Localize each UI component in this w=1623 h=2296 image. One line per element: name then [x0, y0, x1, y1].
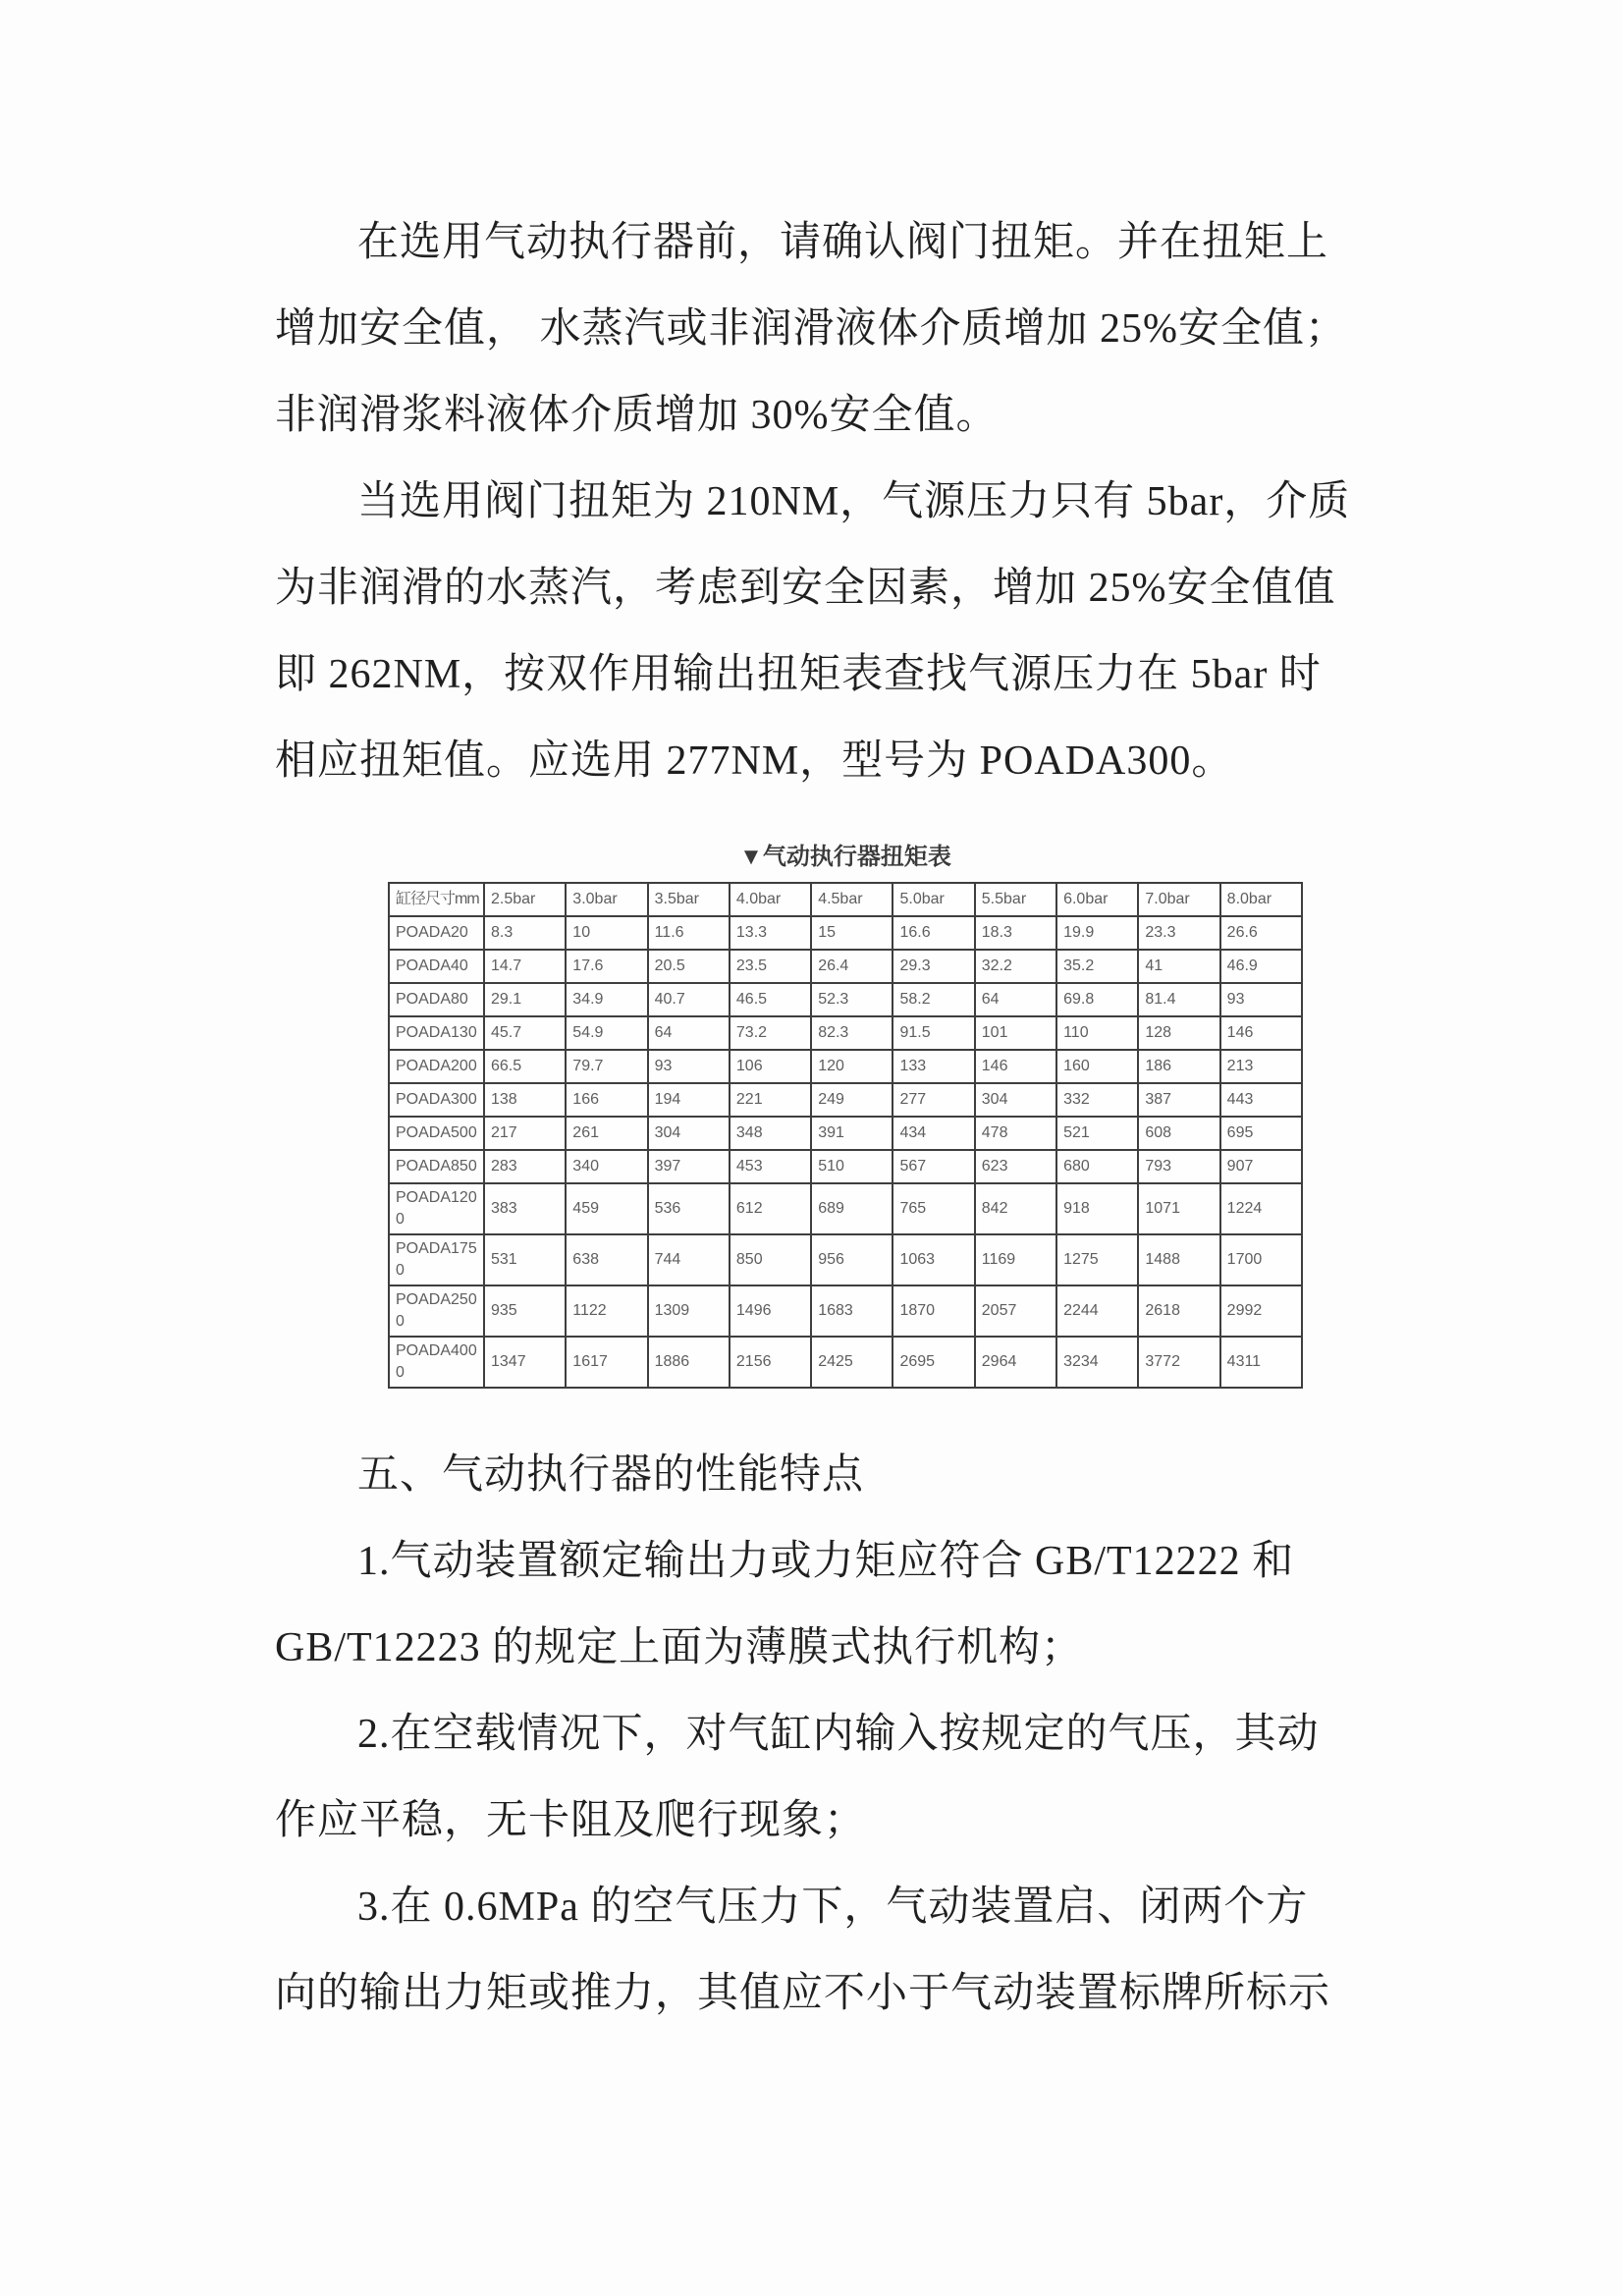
table-cell: 91.5 — [893, 1016, 974, 1050]
table-row — [389, 1150, 1302, 1183]
table-cell: 64 — [648, 1016, 730, 1050]
table-cell: 918 — [1056, 1183, 1138, 1234]
table-cell: 64 — [975, 983, 1056, 1016]
table-cell: 26.4 — [811, 950, 893, 983]
table-cell: 32.2 — [975, 950, 1056, 983]
table-cell: 1169 — [975, 1234, 1056, 1285]
table-cell: 1700 — [1220, 1234, 1302, 1285]
table-cell: 13.3 — [730, 916, 811, 950]
table-cell: 348 — [730, 1117, 811, 1150]
torque-table-body — [389, 916, 1302, 1388]
table-row — [389, 1183, 1302, 1234]
table-cell: 19.9 — [1056, 916, 1138, 950]
table-cell: 608 — [1138, 1117, 1219, 1150]
table-cell: 18.3 — [975, 916, 1056, 950]
text-line: GB/T12223 的规定上面为薄膜式执行机构； — [275, 1625, 1084, 1670]
table-cell: 304 — [975, 1083, 1056, 1117]
table-cell: 213 — [1220, 1050, 1302, 1083]
table-cell: 29.1 — [484, 983, 566, 1016]
table-cell: 14.7 — [484, 950, 566, 983]
table-cell: 45.7 — [484, 1016, 566, 1050]
text-line: 向的输出力矩或推力，其值应不小于气动装置标牌所标示 — [275, 1971, 1331, 2016]
table-cell: 907 — [1220, 1150, 1302, 1183]
table-cell: 26.6 — [1220, 916, 1302, 950]
table-cell: 10 — [566, 916, 647, 950]
row-label-cell: POADA1200 — [389, 1183, 484, 1234]
table-cell: 956 — [811, 1234, 893, 1285]
table-cell: 20.5 — [648, 950, 730, 983]
torque-table-head — [389, 883, 1302, 916]
table-cell: 29.3 — [893, 950, 974, 983]
table-cell: 2057 — [975, 1285, 1056, 1337]
table-cell: 765 — [893, 1183, 974, 1234]
column-header: 6.0bar — [1056, 883, 1138, 916]
table-cell: 249 — [811, 1083, 893, 1117]
table-cell: 2695 — [893, 1337, 974, 1388]
table-cell: 304 — [648, 1117, 730, 1150]
table-cell: 397 — [648, 1150, 730, 1183]
table-cell: 35.2 — [1056, 950, 1138, 983]
table-cell: 40.7 — [648, 983, 730, 1016]
table-cell: 1224 — [1220, 1183, 1302, 1234]
table-cell: 842 — [975, 1183, 1056, 1234]
text-line: 1.气动装置额定输出力或力矩应符合 GB/T12222 和 — [357, 1539, 1295, 1584]
table-cell: 1347 — [484, 1337, 566, 1388]
table-cell: 81.4 — [1138, 983, 1219, 1016]
table-cell: 138 — [484, 1083, 566, 1117]
table-cell: 110 — [1056, 1016, 1138, 1050]
table-cell: 680 — [1056, 1150, 1138, 1183]
table-cell: 2156 — [730, 1337, 811, 1388]
table-cell: 79.7 — [566, 1050, 647, 1083]
table-cell: 166 — [566, 1083, 647, 1117]
table-cell: 935 — [484, 1285, 566, 1337]
table-cell: 194 — [648, 1083, 730, 1117]
column-header: 3.0bar — [566, 883, 647, 916]
table-row — [389, 950, 1302, 983]
table-cell: 101 — [975, 1016, 1056, 1050]
text-line: 五、气动执行器的性能特点 — [357, 1452, 865, 1498]
table-cell: 453 — [730, 1150, 811, 1183]
table-cell: 58.2 — [893, 983, 974, 1016]
row-label-cell: POADA40 — [389, 950, 484, 983]
table-cell: 340 — [566, 1150, 647, 1183]
row-label-cell: POADA4000 — [389, 1337, 484, 1388]
table-cell: 46.9 — [1220, 950, 1302, 983]
column-header: 7.0bar — [1138, 883, 1219, 916]
text-line: 2.在空载情况下，对气缸内输入按规定的气压，其动 — [357, 1712, 1320, 1757]
torque-table — [388, 882, 1303, 1389]
text-line: 当选用阀门扭矩为 210NM，气源压力只有 5bar，介质 — [357, 479, 1351, 524]
table-cell: 52.3 — [811, 983, 893, 1016]
table-cell: 54.9 — [566, 1016, 647, 1050]
table-cell: 120 — [811, 1050, 893, 1083]
table-cell: 387 — [1138, 1083, 1219, 1117]
table-row — [389, 1234, 1302, 1285]
table-cell: 689 — [811, 1183, 893, 1234]
table-cell: 93 — [1220, 983, 1302, 1016]
table-cell: 4311 — [1220, 1337, 1302, 1388]
table-header-row — [389, 883, 1302, 916]
table-cell: 638 — [566, 1234, 647, 1285]
table-cell: 2244 — [1056, 1285, 1138, 1337]
table-row — [389, 1016, 1302, 1050]
table-cell: 459 — [566, 1183, 647, 1234]
table-cell: 16.6 — [893, 916, 974, 950]
table-cell: 536 — [648, 1183, 730, 1234]
row-label-cell: POADA200 — [389, 1050, 484, 1083]
table-cell: 2618 — [1138, 1285, 1219, 1337]
text-line: 在选用气动执行器前，请确认阀门扭矩。并在扭矩上 — [357, 220, 1329, 265]
column-header: 8.0bar — [1220, 883, 1302, 916]
table-row — [389, 1337, 1302, 1388]
column-header: 5.0bar — [893, 883, 974, 916]
text-line: 作应平稳，无卡阻及爬行现象； — [275, 1798, 867, 1843]
table-cell: 93 — [648, 1050, 730, 1083]
text-line: 3.在 0.6MPa 的空气压力下，气动装置启、闭两个方 — [357, 1885, 1309, 1930]
table-row — [389, 1285, 1302, 1337]
table-cell: 8.3 — [484, 916, 566, 950]
table-cell: 73.2 — [730, 1016, 811, 1050]
table-cell: 221 — [730, 1083, 811, 1117]
table-cell: 1870 — [893, 1285, 974, 1337]
table-row — [389, 983, 1302, 1016]
table-cell: 695 — [1220, 1117, 1302, 1150]
table-cell: 434 — [893, 1117, 974, 1150]
table-cell: 160 — [1056, 1050, 1138, 1083]
table-cell: 332 — [1056, 1083, 1138, 1117]
text-line: 即 262NM，按双作用输出扭矩表查找气源压力在 5bar 时 — [275, 652, 1322, 697]
table-cell: 1063 — [893, 1234, 974, 1285]
table-cell: 82.3 — [811, 1016, 893, 1050]
table-cell: 1617 — [566, 1337, 647, 1388]
table-cell: 623 — [975, 1150, 1056, 1183]
table-cell: 521 — [1056, 1117, 1138, 1150]
table-cell: 567 — [893, 1150, 974, 1183]
table-cell: 133 — [893, 1050, 974, 1083]
table-cell: 744 — [648, 1234, 730, 1285]
column-header: 4.5bar — [811, 883, 893, 916]
text-line: 相应扭矩值。应选用 277NM，型号为 POADA300。 — [275, 738, 1234, 784]
table-cell: 217 — [484, 1117, 566, 1150]
row-label-cell: POADA80 — [389, 983, 484, 1016]
table-cell: 106 — [730, 1050, 811, 1083]
table-row — [389, 916, 1302, 950]
table-cell: 850 — [730, 1234, 811, 1285]
table-cell: 146 — [975, 1050, 1056, 1083]
row-label-cell: POADA20 — [389, 916, 484, 950]
table-cell: 1071 — [1138, 1183, 1219, 1234]
table-cell: 793 — [1138, 1150, 1219, 1183]
torque-table-title: ▼气动执行器扭矩表 — [739, 844, 951, 870]
table-cell: 186 — [1138, 1050, 1219, 1083]
table-cell: 383 — [484, 1183, 566, 1234]
section-paragraphs — [275, 1432, 1365, 2037]
row-label-cell: POADA500 — [389, 1117, 484, 1150]
table-cell: 1275 — [1056, 1234, 1138, 1285]
table-cell: 283 — [484, 1150, 566, 1183]
table-cell: 23.3 — [1138, 916, 1219, 950]
table-cell: 11.6 — [648, 916, 730, 950]
table-cell: 443 — [1220, 1083, 1302, 1117]
table-cell: 1496 — [730, 1285, 811, 1337]
row-label-cell: POADA300 — [389, 1083, 484, 1117]
table-cell: 391 — [811, 1117, 893, 1150]
table-cell: 34.9 — [566, 983, 647, 1016]
row-label-cell: POADA2500 — [389, 1285, 484, 1337]
table-cell: 1886 — [648, 1337, 730, 1388]
row-label-cell: POADA130 — [389, 1016, 484, 1050]
table-cell: 3772 — [1138, 1337, 1219, 1388]
table-cell: 531 — [484, 1234, 566, 1285]
table-cell: 128 — [1138, 1016, 1219, 1050]
table-cell: 41 — [1138, 950, 1219, 983]
table-cell: 478 — [975, 1117, 1056, 1150]
table-cell: 1309 — [648, 1285, 730, 1337]
intro-paragraphs — [275, 199, 1365, 804]
row-label-cell: POADA850 — [389, 1150, 484, 1183]
table-cell: 46.5 — [730, 983, 811, 1016]
table-cell: 15 — [811, 916, 893, 950]
text-line: 非润滑浆料液体介质增加 30%安全值。 — [275, 393, 999, 438]
table-cell: 510 — [811, 1150, 893, 1183]
table-cell: 2992 — [1220, 1285, 1302, 1337]
table-row — [389, 1117, 1302, 1150]
table-cell: 23.5 — [730, 950, 811, 983]
table-cell: 2964 — [975, 1337, 1056, 1388]
table-cell: 1683 — [811, 1285, 893, 1337]
column-header: 2.5bar — [484, 883, 566, 916]
table-cell: 2425 — [811, 1337, 893, 1388]
column-header: 3.5bar — [648, 883, 730, 916]
column-header: 5.5bar — [975, 883, 1056, 916]
table-cell: 277 — [893, 1083, 974, 1117]
table-row — [389, 1050, 1302, 1083]
table-cell: 69.8 — [1056, 983, 1138, 1016]
text-line: 增加安全值， 水蒸汽或非润滑液体介质增加 25%安全值； — [275, 306, 1347, 352]
table-cell: 66.5 — [484, 1050, 566, 1083]
column-header: 4.0bar — [730, 883, 811, 916]
table-cell: 612 — [730, 1183, 811, 1234]
text-line: 为非润滑的水蒸汽，考虑到安全因素，增加 25%安全值值 — [275, 566, 1336, 611]
table-row — [389, 1083, 1302, 1117]
table-cell: 1122 — [566, 1285, 647, 1337]
table-cell: 146 — [1220, 1016, 1302, 1050]
table-cell: 3234 — [1056, 1337, 1138, 1388]
column-header: 缸径尺寸mm — [389, 883, 484, 916]
torque-table-wrap — [388, 882, 1303, 1389]
row-label-cell: POADA1750 — [389, 1234, 484, 1285]
table-cell: 17.6 — [566, 950, 647, 983]
table-cell: 261 — [566, 1117, 647, 1150]
table-cell: 1488 — [1138, 1234, 1219, 1285]
